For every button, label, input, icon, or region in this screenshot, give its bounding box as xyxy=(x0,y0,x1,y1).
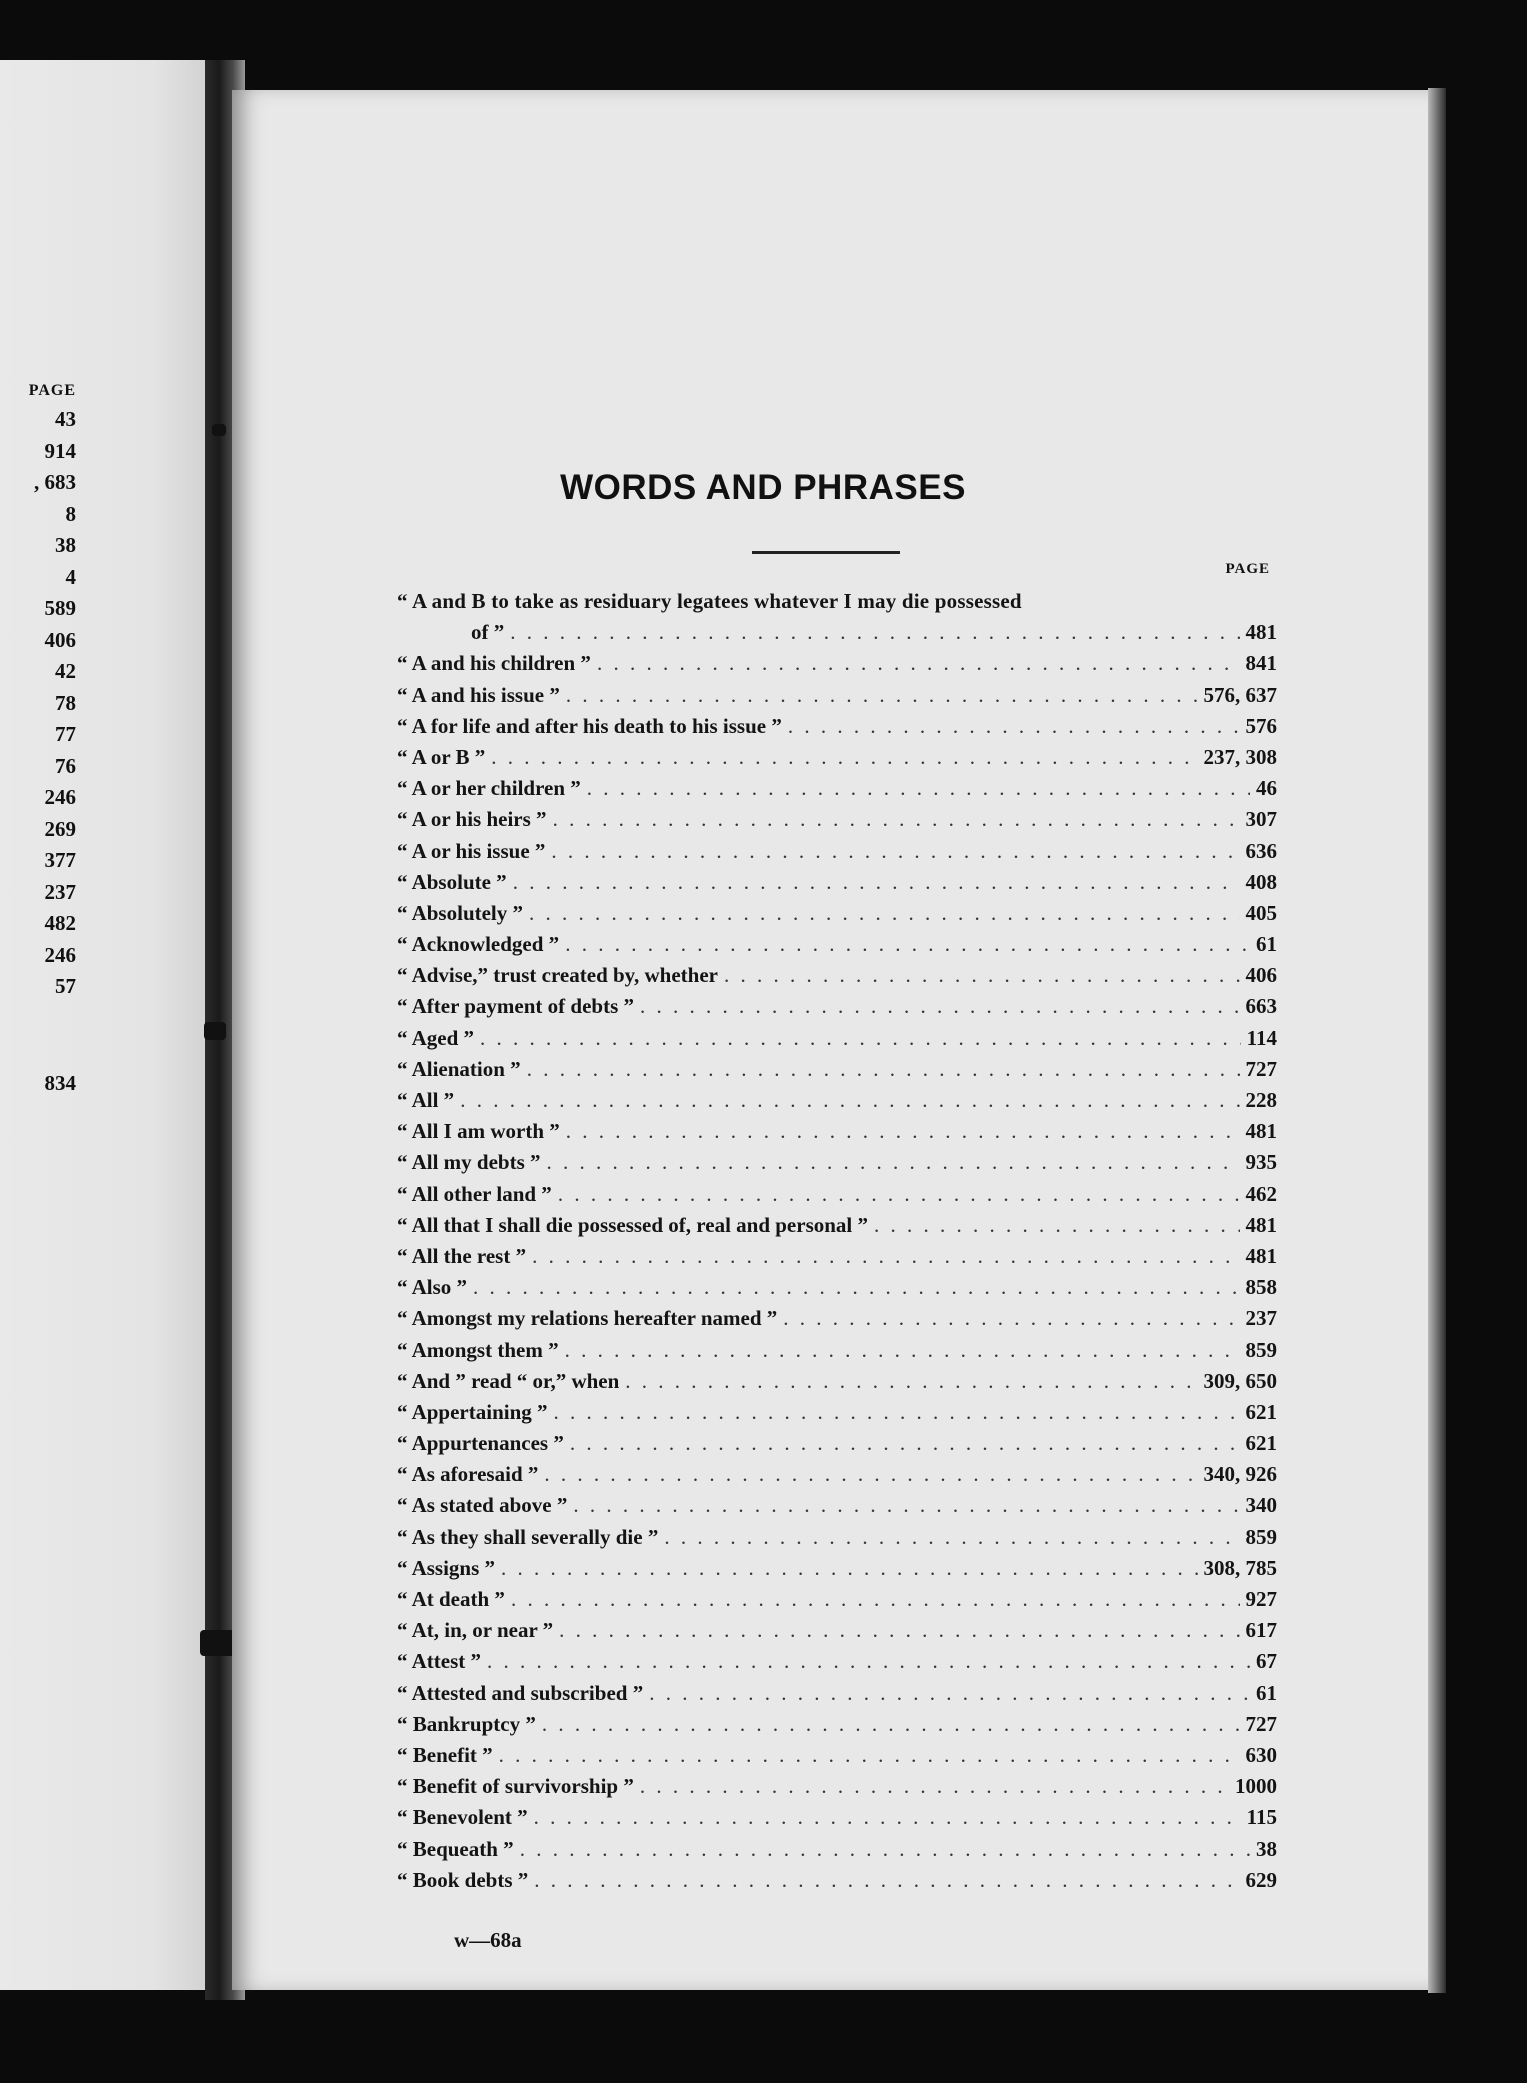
previous-page-number: 914 xyxy=(44,438,76,463)
entry-term: “ A and his children ” xyxy=(397,651,591,676)
index-entry xyxy=(397,929,1277,960)
entry-term: “ Absolutely ” xyxy=(397,900,524,925)
previous-page-numbers xyxy=(0,378,76,1099)
dot-leader xyxy=(559,1615,1239,1646)
previous-page-number: 43 xyxy=(55,407,76,431)
entry-term: “ Amongst my relations hereafter named ” xyxy=(397,1306,778,1331)
index-entry xyxy=(397,773,1277,804)
previous-page-number: 38 xyxy=(55,533,76,557)
dot-leader xyxy=(460,1085,1239,1116)
entry-term: of ” xyxy=(471,620,505,645)
dot-leader xyxy=(501,1553,1197,1584)
index-entry xyxy=(397,1303,1277,1334)
entry-term: “ Appurtenances ” xyxy=(397,1431,564,1456)
entry-page-number: 340, 926 xyxy=(1203,1462,1277,1487)
entry-term: “ Attested and subscribed ” xyxy=(397,1680,644,1705)
entry-page-number: 576, 637 xyxy=(1203,682,1277,707)
dot-leader xyxy=(553,804,1240,835)
previous-page-number: , 683 xyxy=(34,470,76,494)
dot-leader xyxy=(520,1834,1250,1865)
entry-page-number: 46 xyxy=(1256,776,1277,801)
index-entry xyxy=(397,1179,1277,1210)
dot-leader xyxy=(551,836,1239,867)
previous-page-number: 406 xyxy=(44,627,76,652)
entry-term: “ And ” read “ or,” when xyxy=(397,1368,620,1393)
entry-page-number: 858 xyxy=(1245,1275,1277,1300)
entry-term: “ Book debts ” xyxy=(397,1867,529,1892)
previous-page-number: 834 xyxy=(44,1070,76,1095)
index-entry xyxy=(397,1646,1277,1677)
entry-page-number: 481 xyxy=(1245,1119,1277,1144)
dot-leader xyxy=(874,1210,1239,1241)
dot-leader xyxy=(513,867,1240,898)
index-entry xyxy=(397,804,1277,835)
previous-page-number: 77 xyxy=(55,722,76,746)
dot-leader xyxy=(499,1740,1240,1771)
entry-term: “ A for life and after his death to his issue ” xyxy=(397,713,782,738)
dot-leader xyxy=(570,1428,1240,1459)
entry-page-number: 406 xyxy=(1245,963,1277,988)
index-entry xyxy=(397,1366,1277,1397)
index-entry xyxy=(397,1241,1277,1272)
entry-page-number: 228 xyxy=(1245,1088,1277,1112)
previous-page-number: 78 xyxy=(55,690,76,715)
entry-page-number: 663 xyxy=(1245,994,1277,1019)
page-edge xyxy=(1428,88,1446,1993)
index-entry xyxy=(397,1553,1277,1584)
dot-leader xyxy=(558,1179,1240,1210)
dot-leader xyxy=(527,1054,1240,1085)
entry-page-number: 859 xyxy=(1245,1337,1277,1362)
dot-leader xyxy=(597,648,1240,679)
previous-page-number: 269 xyxy=(44,816,76,841)
previous-page-number: 589 xyxy=(44,596,76,620)
previous-page-number: 246 xyxy=(44,942,76,967)
entry-term: “ Acknowledged ” xyxy=(397,932,560,957)
entry-term: “ Benefit of survivorship ” xyxy=(397,1774,634,1799)
dot-leader xyxy=(664,1522,1239,1553)
entry-term: “ Absolute ” xyxy=(397,869,507,894)
index-entries xyxy=(397,586,1277,1896)
entry-page-number: 630 xyxy=(1245,1742,1277,1767)
dot-leader xyxy=(532,1241,1239,1272)
entry-term: “ Also ” xyxy=(397,1275,468,1300)
entry-term: “ All that I shall die possessed of, real and personal ” xyxy=(397,1212,869,1237)
dot-leader xyxy=(566,680,1198,711)
dot-leader xyxy=(625,1366,1197,1397)
index-entry xyxy=(397,960,1277,991)
entry-term: “ All ” xyxy=(397,1088,455,1112)
dot-leader xyxy=(529,898,1239,929)
index-entry xyxy=(397,617,1277,648)
entry-page-number: 114 xyxy=(1246,1025,1277,1050)
entry-page-number: 621 xyxy=(1245,1399,1277,1424)
entry-page-number: 481 xyxy=(1245,1212,1277,1237)
title-rule xyxy=(752,551,900,554)
dot-leader xyxy=(640,991,1239,1022)
index-entry xyxy=(397,1834,1277,1865)
entry-term: “ At death ” xyxy=(397,1587,505,1611)
dot-leader xyxy=(565,929,1250,960)
entry-page-number: 727 xyxy=(1245,1711,1277,1736)
index-entry xyxy=(397,1740,1277,1771)
entry-term: “ Alienation ” xyxy=(397,1056,521,1081)
index-entry xyxy=(397,1054,1277,1085)
previous-page-number: 57 xyxy=(55,974,76,998)
previous-page-header: PAGE xyxy=(28,382,76,399)
entry-page-number: 67 xyxy=(1256,1649,1277,1674)
index-entry xyxy=(397,1771,1277,1802)
index-page xyxy=(232,90,1428,1990)
entry-page-number: 841 xyxy=(1245,651,1277,676)
entry-page-number: 115 xyxy=(1246,1805,1277,1830)
entry-page-number: 308, 785 xyxy=(1203,1555,1277,1580)
entry-page-number: 629 xyxy=(1245,1867,1277,1892)
dot-leader xyxy=(565,1335,1240,1366)
entry-page-number: 727 xyxy=(1245,1056,1277,1081)
index-entry xyxy=(397,991,1277,1022)
entry-page-number: 462 xyxy=(1245,1181,1277,1206)
entry-page-number: 621 xyxy=(1245,1431,1277,1456)
entry-page-number: 237, 308 xyxy=(1203,744,1277,769)
index-entry xyxy=(397,1584,1277,1615)
signature-mark: w—68a xyxy=(454,1928,522,1952)
dot-leader xyxy=(511,1584,1240,1615)
entry-term: “ A or her children ” xyxy=(397,776,581,801)
dot-leader xyxy=(788,711,1240,742)
entry-page-number: 38 xyxy=(1256,1836,1277,1861)
binding-mark xyxy=(200,1630,236,1656)
index-entry xyxy=(397,1272,1277,1303)
dot-leader xyxy=(510,617,1239,648)
dot-leader xyxy=(491,742,1197,773)
entry-page-number: 237 xyxy=(1245,1306,1277,1331)
entry-term: “ All the rest ” xyxy=(397,1243,527,1268)
entry-page-number: 481 xyxy=(1245,1243,1277,1268)
entry-page-number: 340 xyxy=(1245,1493,1277,1518)
entry-term: “ As they shall severally die ” xyxy=(397,1524,659,1549)
entry-term: “ A or B ” xyxy=(397,744,486,769)
entry-page-number: 636 xyxy=(1245,838,1277,863)
previous-page-number: 42 xyxy=(55,659,76,683)
entry-term: “ After payment of debts ” xyxy=(397,994,635,1019)
entry-term: “ Appertaining ” xyxy=(397,1399,548,1424)
index-entry xyxy=(397,648,1277,679)
entry-term: “ All other land ” xyxy=(397,1181,552,1206)
entry-page-number: 408 xyxy=(1245,869,1277,894)
index-entry xyxy=(397,1615,1277,1646)
entry-term: “ At, in, or near ” xyxy=(397,1618,554,1643)
entry-term: “ All I am worth ” xyxy=(397,1119,560,1144)
dot-leader xyxy=(547,1147,1240,1178)
entry-page-number: 935 xyxy=(1245,1150,1277,1175)
index-entry xyxy=(397,1490,1277,1521)
index-entry xyxy=(397,867,1277,898)
entry-page-number: 61 xyxy=(1256,932,1277,957)
entry-term: “ All my debts ” xyxy=(397,1150,541,1175)
index-entry xyxy=(397,1428,1277,1459)
entry-term: “ As stated above ” xyxy=(397,1493,568,1518)
entry-term: “ Aged ” xyxy=(397,1025,475,1050)
entry-term: “ Bequeath ” xyxy=(397,1836,514,1861)
dot-leader xyxy=(566,1116,1240,1147)
previous-page-number: 4 xyxy=(65,564,76,589)
entry-term: “ A or his issue ” xyxy=(397,838,546,863)
index-entry xyxy=(397,1210,1277,1241)
index-entry xyxy=(397,1678,1277,1709)
index-entry xyxy=(397,1709,1277,1740)
entry-term: “ Attest ” xyxy=(397,1649,481,1674)
previous-page-number: 76 xyxy=(55,753,76,778)
entry-page-number: 576 xyxy=(1245,713,1277,738)
binding-mark xyxy=(204,1022,226,1040)
previous-page-number: 482 xyxy=(44,911,76,935)
index-entry xyxy=(397,1522,1277,1553)
dot-leader xyxy=(640,1771,1229,1802)
dot-leader xyxy=(487,1646,1250,1677)
page-column-header: PAGE xyxy=(1225,561,1270,577)
entry-term: “ Amongst them ” xyxy=(397,1337,559,1362)
index-entry xyxy=(397,1802,1277,1833)
entry-page-number: 307 xyxy=(1245,807,1277,832)
entry-page-number: 617 xyxy=(1245,1618,1277,1643)
dot-leader xyxy=(554,1397,1240,1428)
entry-page-number: 927 xyxy=(1245,1587,1277,1611)
entry-term: “ A and his issue ” xyxy=(397,682,560,707)
dot-leader xyxy=(534,1802,1241,1833)
entry-term: “ A and B to take as residuary legatees whatever I may die possessed xyxy=(397,589,1022,613)
index-entry xyxy=(397,742,1277,773)
dot-leader xyxy=(480,1023,1241,1054)
index-entry xyxy=(397,711,1277,742)
entry-term: “ Benefit ” xyxy=(397,1742,493,1767)
entry-page-number: 481 xyxy=(1245,620,1277,645)
dot-leader xyxy=(544,1459,1197,1490)
entry-page-number: 1000 xyxy=(1235,1774,1277,1799)
index-entry xyxy=(397,836,1277,867)
index-entry xyxy=(397,680,1277,711)
dot-leader xyxy=(573,1490,1239,1521)
index-entry xyxy=(397,1147,1277,1178)
index-entry xyxy=(397,1116,1277,1147)
previous-page-number: 377 xyxy=(44,848,76,872)
dot-leader xyxy=(649,1678,1250,1709)
dot-leader xyxy=(783,1303,1239,1334)
index-entry xyxy=(397,586,1277,617)
index-entry xyxy=(397,1459,1277,1490)
dot-leader xyxy=(473,1272,1239,1303)
entry-term: “ A or his heirs ” xyxy=(397,807,547,832)
previous-page-number: 246 xyxy=(44,785,76,809)
entry-page-number: 309, 650 xyxy=(1203,1368,1277,1393)
dot-leader xyxy=(587,773,1250,804)
index-entry xyxy=(397,1085,1277,1116)
entry-term: “ As aforesaid ” xyxy=(397,1462,539,1487)
dot-leader xyxy=(542,1709,1240,1740)
entry-term: “ Benevolent ” xyxy=(397,1805,528,1830)
previous-page xyxy=(0,60,218,1990)
entry-term: “ Bankruptcy ” xyxy=(397,1711,536,1736)
dot-leader xyxy=(534,1865,1239,1896)
entry-term: “ Assigns ” xyxy=(397,1555,496,1580)
index-entry xyxy=(397,1023,1277,1054)
dot-leader xyxy=(724,960,1240,991)
index-entry xyxy=(397,898,1277,929)
index-entry xyxy=(397,1397,1277,1428)
binding-mark xyxy=(212,424,226,436)
index-entry xyxy=(397,1335,1277,1366)
previous-page-number: 237 xyxy=(44,879,76,904)
entry-page-number: 859 xyxy=(1245,1524,1277,1549)
entry-page-number: 405 xyxy=(1245,900,1277,925)
index-entry xyxy=(397,1865,1277,1896)
entry-term: “ Advise,” trust created by, whether xyxy=(397,963,718,988)
entry-page-number: 61 xyxy=(1256,1680,1277,1705)
previous-page-number: 8 xyxy=(65,501,76,526)
page-title: WORDS AND PHRASES xyxy=(560,468,966,507)
